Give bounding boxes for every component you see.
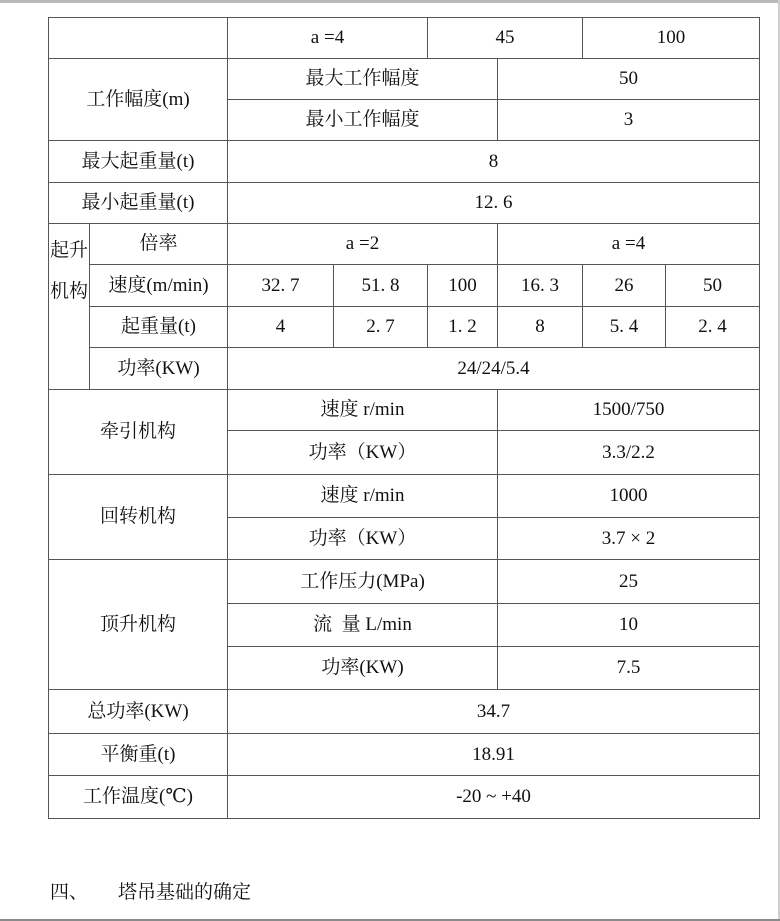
slewing-power-value: 3.7 × 2 — [498, 518, 760, 560]
trolley-power-label: 功率（KW） — [228, 431, 498, 475]
hoist-load-value: 4 — [228, 307, 334, 348]
jacking-pressure-label: 工作压力(MPa) — [228, 560, 498, 604]
hoist-load-value: 1. 2 — [428, 307, 498, 348]
hoist-speed-value: 32. 7 — [228, 265, 334, 307]
hoist-mechanism-label: 起升机构 — [49, 224, 90, 390]
temperature-label: 工作温度(℃) — [49, 776, 228, 819]
hoist-load-value: 8 — [498, 307, 583, 348]
ratio-label: 倍率 — [90, 224, 228, 265]
jacking-flow-label: 流 量 L/min — [228, 604, 498, 647]
tower-crane-spec-table — [48, 17, 760, 819]
table-row — [49, 776, 760, 819]
table-cell: a =4 — [228, 18, 428, 59]
table-row — [49, 390, 760, 431]
hoist-load-value: 2. 4 — [666, 307, 760, 348]
hoist-speed-value: 26 — [583, 265, 666, 307]
min-lift-value: 12. 6 — [228, 183, 760, 224]
hoist-speed-value: 51. 8 — [334, 265, 428, 307]
min-range-value: 3 — [498, 100, 760, 141]
max-range-value: 50 — [498, 59, 760, 100]
max-lift-value: 8 — [228, 141, 760, 183]
table-row — [49, 265, 760, 307]
ratio-a2: a =2 — [228, 224, 498, 265]
table-cell: 100 — [583, 18, 760, 59]
jacking-power-value: 7.5 — [498, 647, 760, 690]
slewing-mechanism-label: 回转机构 — [49, 475, 228, 560]
jacking-pressure-value: 25 — [498, 560, 760, 604]
table-row — [49, 59, 760, 100]
slewing-speed-value: 1000 — [498, 475, 760, 518]
table-row — [49, 307, 760, 348]
jacking-mechanism-label: 顶升机构 — [49, 560, 228, 690]
table-row — [49, 348, 760, 390]
section-number: 四、 — [50, 882, 89, 903]
trolley-speed-label: 速度 r/min — [228, 390, 498, 431]
empty-cell — [49, 18, 228, 59]
slewing-speed-label: 速度 r/min — [228, 475, 498, 518]
jacking-flow-value: 10 — [498, 604, 760, 647]
table-row — [49, 475, 760, 518]
hoist-speed-value: 50 — [666, 265, 760, 307]
trolley-mechanism-label: 牵引机构 — [49, 390, 228, 475]
hoist-power-value: 24/24/5.4 — [228, 348, 760, 390]
table-row — [49, 18, 760, 59]
trolley-speed-value: 1500/750 — [498, 390, 760, 431]
total-power-value: 34.7 — [228, 690, 760, 734]
ratio-a4: a =4 — [498, 224, 760, 265]
max-range-label: 最大工作幅度 — [228, 59, 498, 100]
section-heading — [50, 877, 251, 904]
table-row — [49, 141, 760, 183]
section-title: 塔吊基础的确定 — [118, 882, 252, 903]
hoist-power-label: 功率(KW) — [90, 348, 228, 390]
counterweight-label: 平衡重(t) — [49, 734, 228, 776]
table-row — [49, 183, 760, 224]
table-cell: 45 — [428, 18, 583, 59]
min-range-label: 最小工作幅度 — [228, 100, 498, 141]
hoist-load-label: 起重量(t) — [90, 307, 228, 348]
work-range-label: 工作幅度(m) — [49, 59, 228, 141]
hoist-speed-label: 速度(m/min) — [90, 265, 228, 307]
hoist-load-value: 5. 4 — [583, 307, 666, 348]
max-lift-label: 最大起重量(t) — [49, 141, 228, 183]
page-top-border — [0, 0, 780, 3]
hoist-speed-value: 16. 3 — [498, 265, 583, 307]
table-row — [49, 560, 760, 604]
table-row — [49, 224, 760, 265]
temperature-value: -20 ~ +40 — [228, 776, 760, 819]
table-row — [49, 690, 760, 734]
trolley-power-value: 3.3/2.2 — [498, 431, 760, 475]
slewing-power-label: 功率（KW） — [228, 518, 498, 560]
hoist-speed-value: 100 — [428, 265, 498, 307]
jacking-power-label: 功率(KW) — [228, 647, 498, 690]
table-row — [49, 734, 760, 776]
min-lift-label: 最小起重量(t) — [49, 183, 228, 224]
hoist-load-value: 2. 7 — [334, 307, 428, 348]
total-power-label: 总功率(KW) — [49, 690, 228, 734]
counterweight-value: 18.91 — [228, 734, 760, 776]
